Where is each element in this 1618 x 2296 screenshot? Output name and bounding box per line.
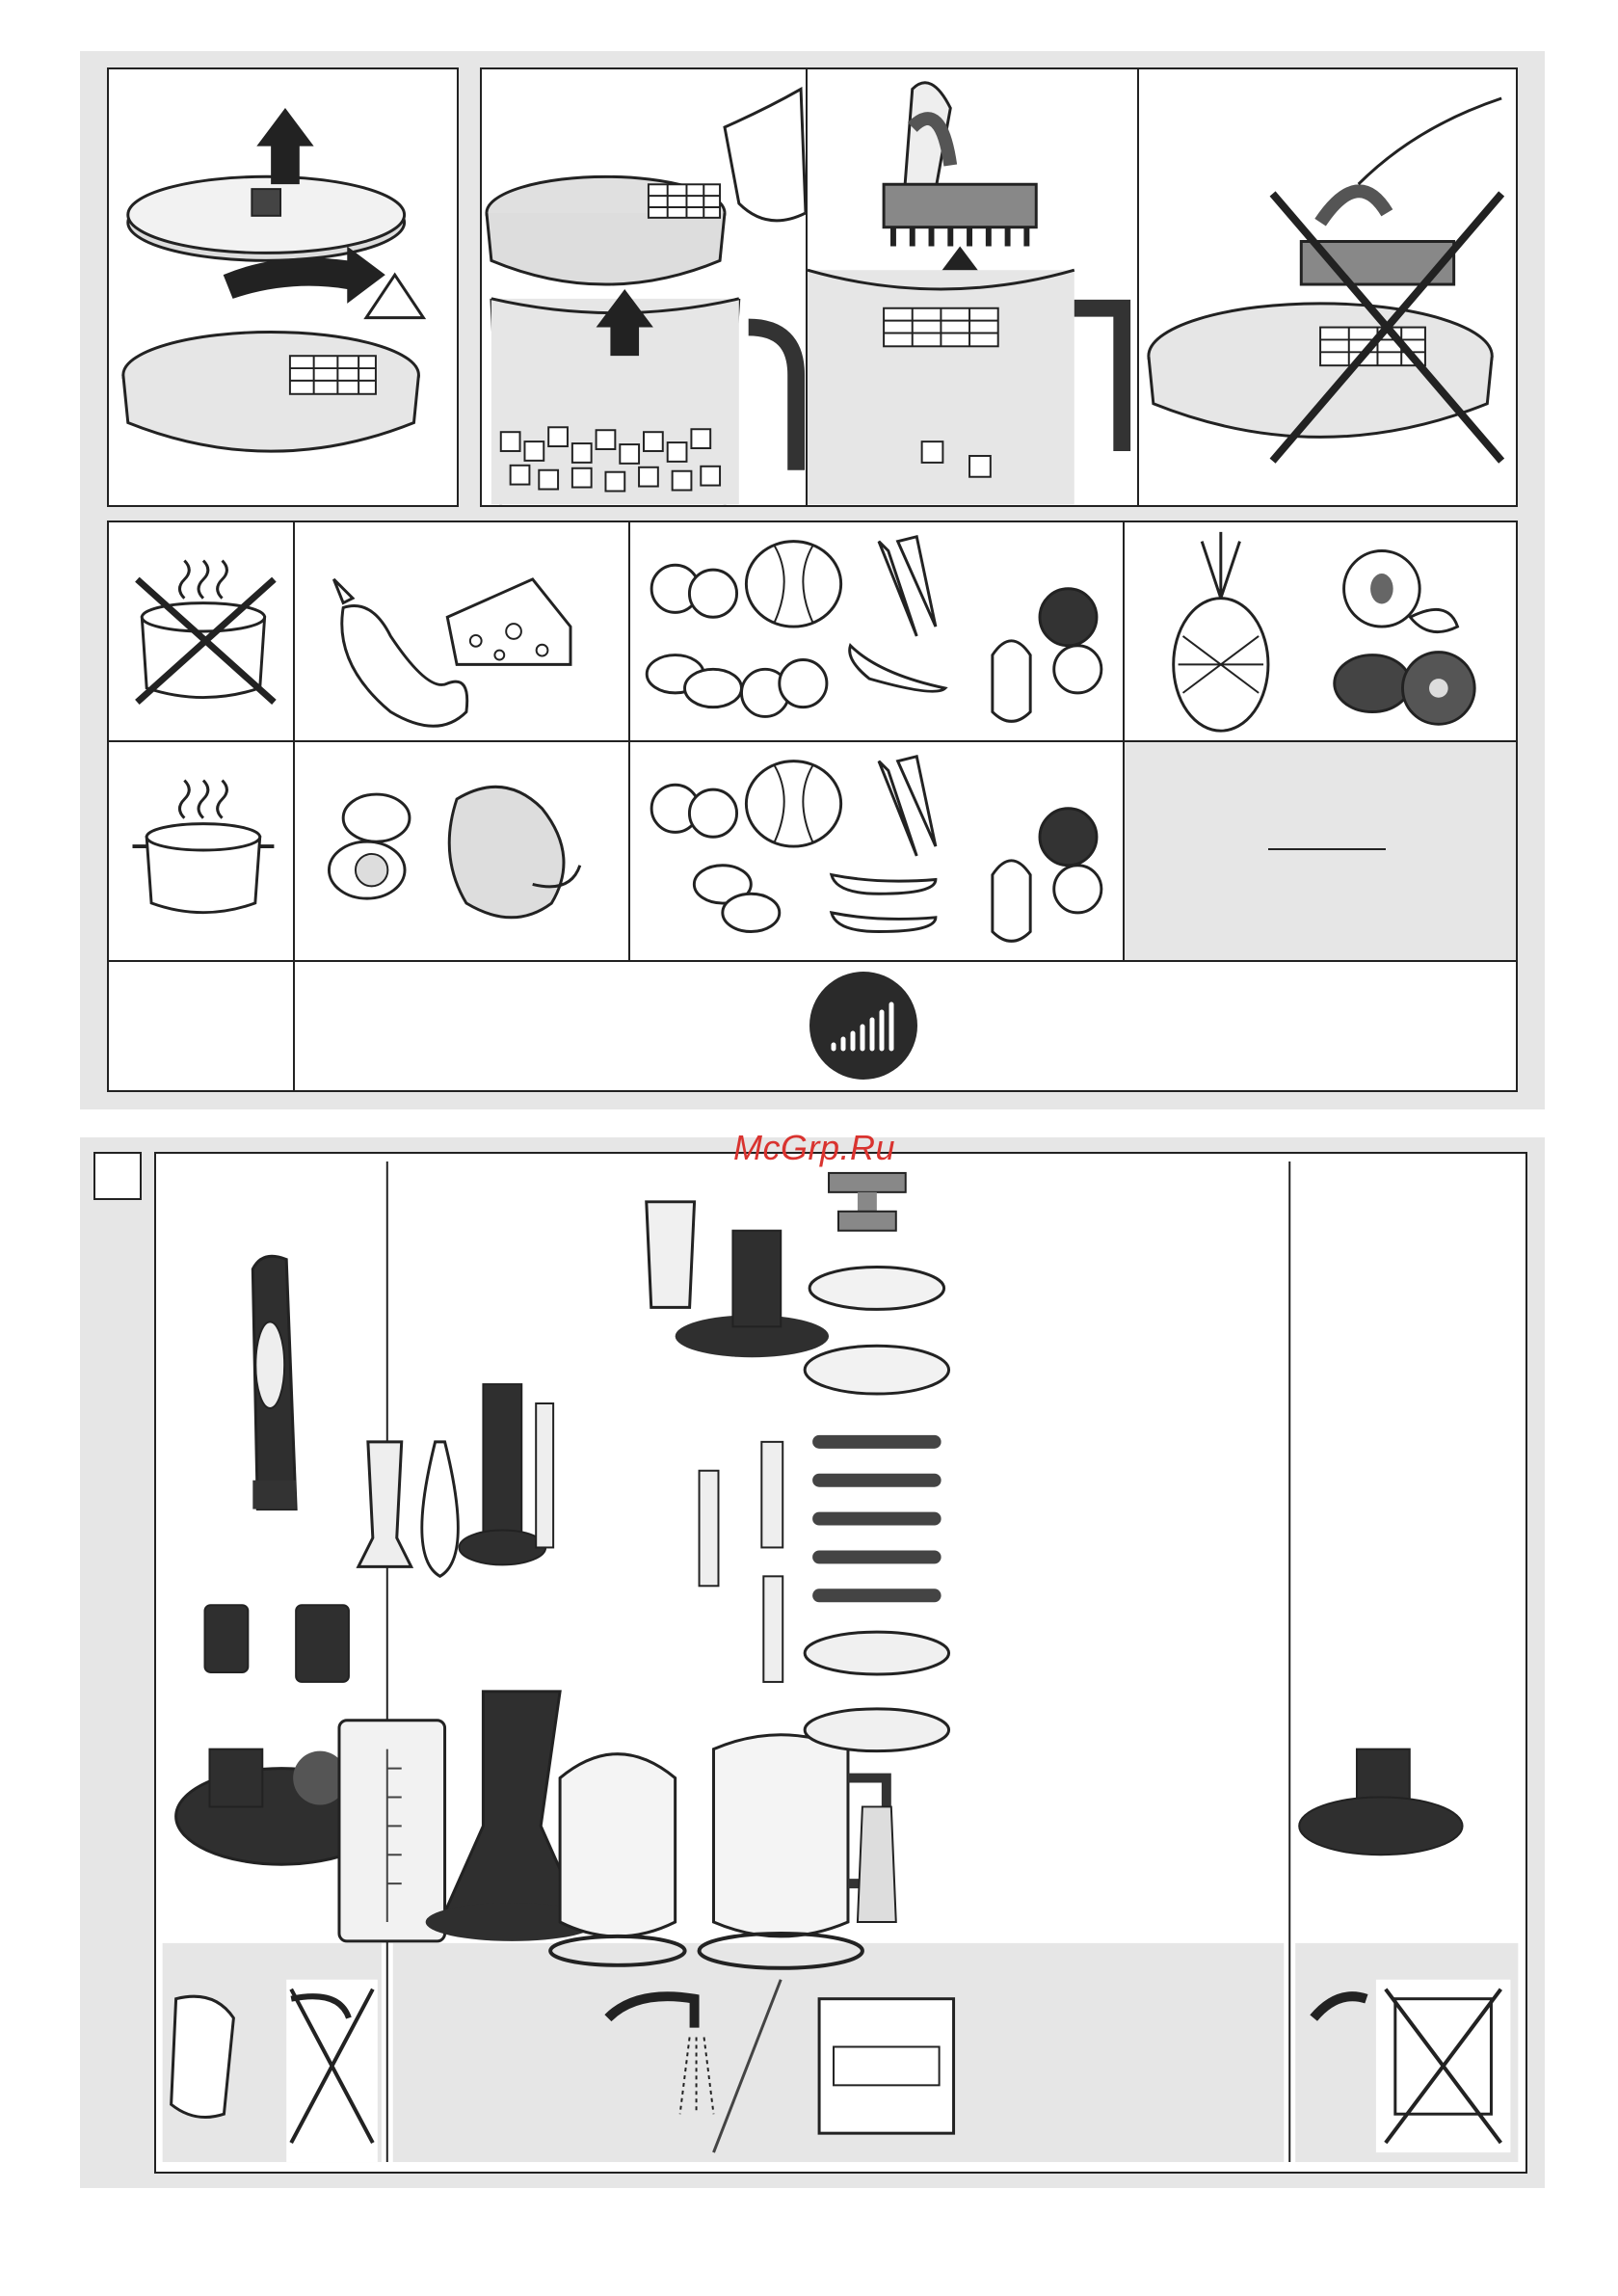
insert-dicing-grid-icon — [482, 69, 806, 505]
cooking-pot-icon — [109, 742, 293, 960]
speed-label-cell — [107, 960, 295, 1092]
egg-chicken-cell — [293, 740, 630, 962]
no-cooking-pot-icon — [109, 522, 293, 740]
wipe-only-icon — [172, 1996, 234, 2117]
sausage-cheese-cell — [293, 521, 630, 742]
push-with-cleaning-tool-icon — [808, 69, 1141, 505]
cooked-vegetables-icon — [630, 742, 1123, 960]
dishwasher-icon — [819, 1999, 953, 2133]
step-insert-grid — [480, 67, 808, 507]
cooked-vegetables-cell — [628, 740, 1125, 962]
empty-grey-cell — [1123, 740, 1518, 962]
watermark: McGrp.Ru — [732, 1128, 896, 1167]
remove-disc-icon — [109, 69, 457, 505]
sausage-cheese-icon — [295, 522, 628, 740]
raw-vegetables-icon — [630, 522, 1123, 740]
step-push-tool — [806, 67, 1143, 507]
raw-vegetables-cell — [628, 521, 1125, 742]
no-water-icon — [286, 1980, 378, 2162]
egg-chicken-icon — [295, 742, 628, 960]
pineapple-fruit-icon — [1125, 522, 1516, 740]
parts-frame — [154, 1152, 1527, 2174]
no-cooking-cell — [107, 521, 295, 742]
step-no-tool — [1137, 67, 1518, 507]
speed-level-icon — [809, 972, 917, 1080]
step-remove-disc — [107, 67, 459, 507]
parts-overview-icon — [156, 1154, 1525, 2172]
no-tool-on-base-icon — [1139, 69, 1516, 505]
placeholder-rule — [1268, 848, 1386, 850]
figure-number-box — [93, 1152, 142, 1200]
cooking-cell — [107, 740, 295, 962]
fruit-cell — [1123, 521, 1518, 742]
